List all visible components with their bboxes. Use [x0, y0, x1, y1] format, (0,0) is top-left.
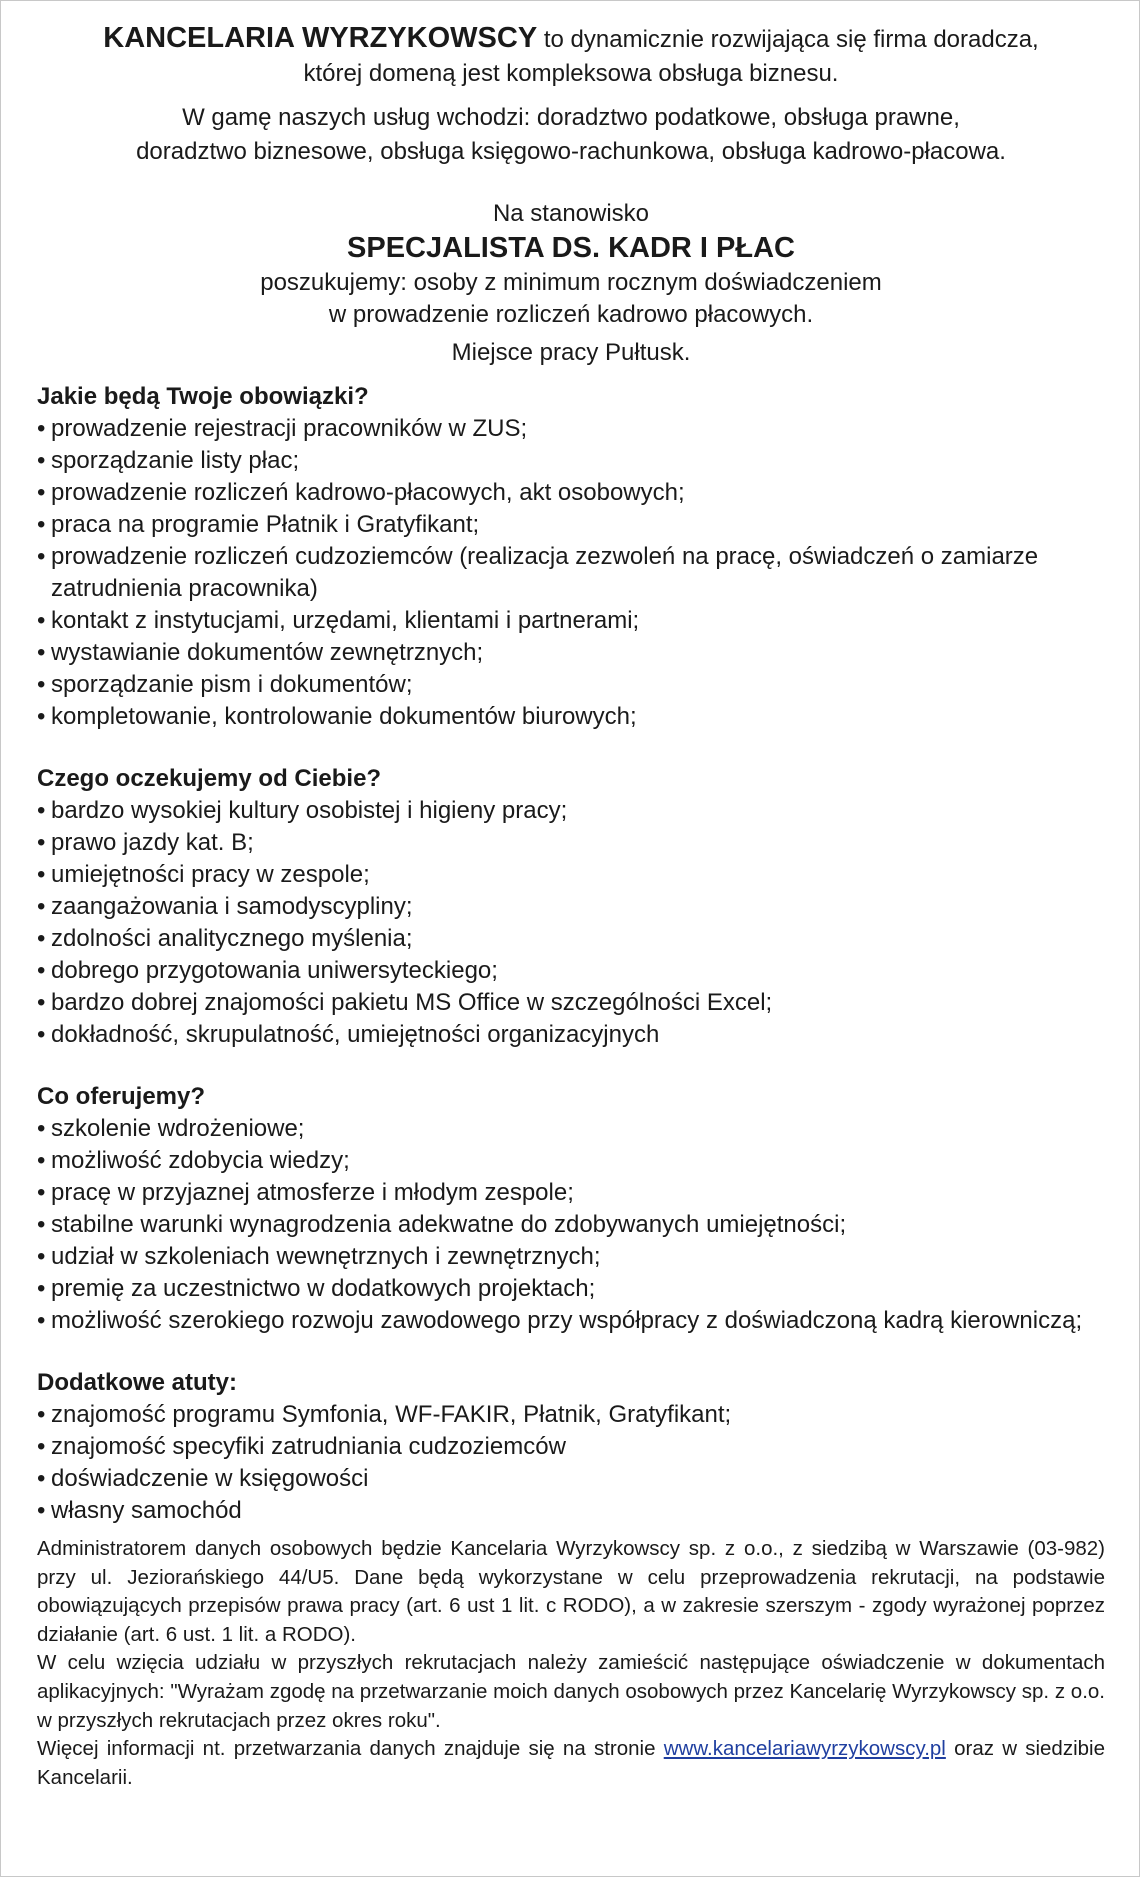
- duties-heading: Jakie będą Twoje obowiązki?: [37, 383, 369, 410]
- list-item: • zaangażowania i samodyscypliny;: [37, 891, 1105, 923]
- list-item: • własny samochód: [37, 1495, 1105, 1527]
- list-item: • szkolenie wdrożeniowe;: [37, 1113, 1105, 1145]
- rodo-paragraph-3: [37, 1735, 1105, 1792]
- expectations-heading: Czego oczekujemy od Ciebie?: [37, 765, 382, 792]
- services-description: [37, 101, 1105, 169]
- position-block: [37, 199, 1105, 369]
- expectations-section: [37, 763, 1105, 1051]
- rodo-paragraph-3-text: Więcej informacji nt. przetwarzania danych znajduje się na stronie: [37, 1737, 664, 1761]
- list-item: • stabilne warunki wynagrodzenia adekwatne do zdobywanych umiejętności;: [37, 1209, 1105, 1241]
- duties-section: [37, 381, 1105, 733]
- rodo-paragraph-3-ending: oraz w siedzibie Kancelarii.: [37, 1737, 1105, 1789]
- company-intro: [37, 21, 1105, 91]
- rodo-paragraph-1: Administratorem danych osobowych będzie Kancelaria Wyrzykowscy sp. z o.o., z siedzibą w Warszawie (03-982) przy ul. Jeziorańskiego 44/U5. Dane będą wykorzystane w celu przeprowadzenia rekrutacji, na podstawie obowiązujących przepisów prawa pracy (art. 6 ust 1 lit. c RODO), a w zakresie szerszym - zgody wyrażonej poprzez działanie (art. 6 ust. 1 lit. a RODO).: [37, 1537, 1105, 1646]
- list-item: • umiejętności pracy w zespole;: [37, 859, 1105, 891]
- company-name: KANCELARIA WYRZYKOWSCY: [103, 22, 538, 54]
- list-item: • premię za uczestnictwo w dodatkowych projektach;: [37, 1273, 1105, 1305]
- position-lead: Na stanowisko: [492, 200, 650, 227]
- website-link[interactable]: www.kancelariawyrzykowscy.pl: [663, 1737, 946, 1761]
- list-item: • udział w szkoleniach wewnętrznych i zewnętrznych;: [37, 1241, 1105, 1273]
- offer-list: [37, 1113, 1105, 1337]
- list-item: • prowadzenie rozliczeń kadrowo-płacowych, akt osobowych;: [37, 477, 1105, 509]
- position-title: SPECJALISTA DS. KADR I PŁAC: [347, 232, 795, 264]
- services-line-2: doradztwo biznesowe, obsługa księgowo-rachunkowa, obsługa kadrowo-płacowa.: [136, 138, 1006, 165]
- extras-heading: Dodatkowe atuty:: [37, 1369, 238, 1396]
- list-item: • prawo jazdy kat. B;: [37, 827, 1105, 859]
- position-requirement-1: poszukujemy: osoby z minimum rocznym doświadczeniem: [260, 269, 882, 296]
- extras-section: [37, 1367, 1105, 1527]
- data-protection-notice: [37, 1535, 1105, 1792]
- company-description-1: to dynamicznie rozwijająca się firma doradcza,: [537, 26, 1039, 53]
- list-item: • prowadzenie rejestracji pracowników w ZUS;: [37, 413, 1105, 445]
- expectations-list: [37, 795, 1105, 1051]
- list-item: • bardzo dobrej znajomości pakietu MS Office w szczególności Excel;: [37, 987, 1105, 1019]
- list-item: • kontakt z instytucjami, urzędami, klientami i partnerami;: [37, 605, 1105, 637]
- extras-list: [37, 1399, 1105, 1527]
- list-item: • znajomość specyfiki zatrudniania cudzoziemców: [37, 1431, 1105, 1463]
- list-item: • dobrego przygotowania uniwersyteckiego;: [37, 955, 1105, 987]
- list-item: • możliwość zdobycia wiedzy;: [37, 1145, 1105, 1177]
- list-item: • pracę w przyjaznej atmosferze i młodym zespole;: [37, 1177, 1105, 1209]
- position-requirement-2: w prowadzenie rozliczeń kadrowo płacowych.: [328, 301, 814, 328]
- list-item: • doświadczenie w księgowości: [37, 1463, 1105, 1495]
- rodo-paragraph-2: W celu wzięcia udziału w przyszłych rekrutacjach należy zamieścić następujące oświadczenie w dokumentach aplikacyjnych: "Wyrażam zgodę na przetwarzanie moich danych osobowych przez Kancelarię Wyrzykowscy sp. z o.o. w przyszłych rekrutacjach przez okres roku".: [37, 1651, 1105, 1732]
- list-item: • bardzo wysokiej kultury osobistej i higieny pracy;: [37, 795, 1105, 827]
- list-item: • zdolności analitycznego myślenia;: [37, 923, 1105, 955]
- duties-list: [37, 413, 1105, 733]
- list-item: • możliwość szerokiego rozwoju zawodowego przy współpracy z doświadczoną kadrą kierowniczą;: [37, 1305, 1105, 1337]
- list-item: • sporządzanie listy płac;: [37, 445, 1105, 477]
- list-item: • praca na programie Płatnik i Gratyfikant;: [37, 509, 1105, 541]
- list-item: • kompletowanie, kontrolowanie dokumentów biurowych;: [37, 701, 1105, 733]
- workplace: Miejsce pracy Pułtusk.: [451, 339, 691, 366]
- list-item: • dokładność, skrupulatność, umiejętności organizacyjnych: [37, 1019, 1105, 1051]
- company-description-2: której domeną jest kompleksowa obsługa biznesu.: [303, 60, 839, 87]
- services-line-1: W gamę naszych usług wchodzi: doradztwo podatkowe, obsługa prawne,: [182, 104, 960, 131]
- list-item: • wystawianie dokumentów zewnętrznych;: [37, 637, 1105, 669]
- list-item: • prowadzenie rozliczeń cudzoziemców (realizacja zezwoleń na pracę, oświadczeń o zamiarze zatrudnienia pracownika): [37, 541, 1105, 605]
- offer-heading: Co oferujemy?: [37, 1083, 206, 1110]
- offer-section: [37, 1081, 1105, 1337]
- list-item: • znajomość programu Symfonia, WF-FAKIR, Płatnik, Gratyfikant;: [37, 1399, 1105, 1431]
- list-item: • sporządzanie pism i dokumentów;: [37, 669, 1105, 701]
